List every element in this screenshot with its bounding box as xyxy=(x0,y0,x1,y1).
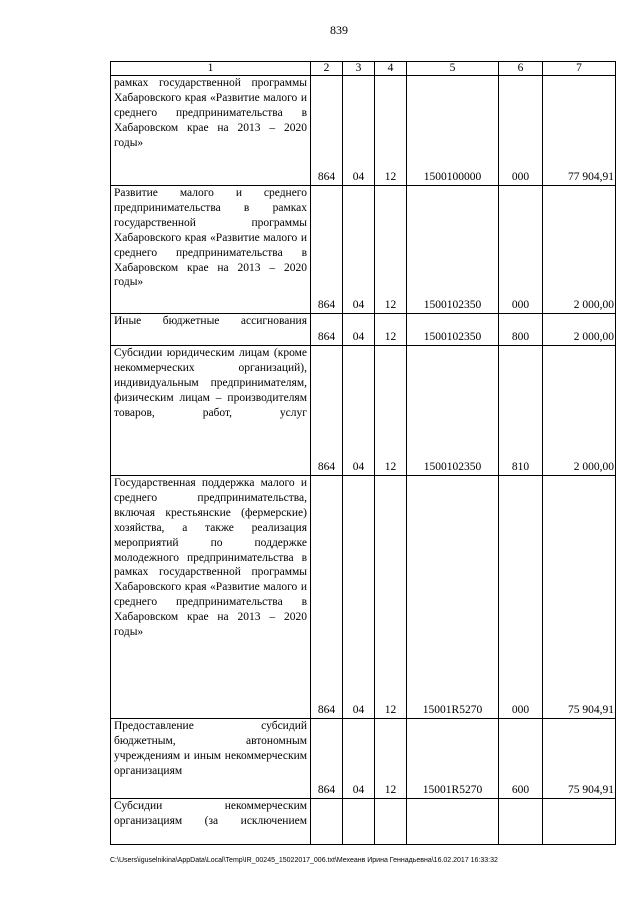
column-header: 2 xyxy=(311,62,343,76)
cell-target-article xyxy=(407,799,499,845)
cell-amount: 77 904,91 xyxy=(543,76,616,186)
cell-expense-type: 000 xyxy=(499,476,543,719)
cell-ministry: 864 xyxy=(311,346,343,476)
footer-file-path: C:\Users\iguselnikina\AppData\Local\Temp\IR_00245_15022017_006.txt\Мехеанв Ирина Геннадьевна\16.02.2017 16:33:32 xyxy=(110,857,498,864)
cell-section: 04 xyxy=(343,186,375,314)
cell-subsection: 12 xyxy=(375,76,407,186)
cell-section: 04 xyxy=(343,314,375,346)
table-row xyxy=(111,719,616,799)
row-name-cell: Субсидии юридическим лицам (кроме некоммерческих организаций), индивидуальным предпринимателям, физическим лицам – производителям товаров, работ, услуг xyxy=(111,346,311,476)
column-header: 7 xyxy=(543,62,616,76)
cell-ministry: 864 xyxy=(311,186,343,314)
row-name-cell: Развитие малого и среднего предпринимательства в рамках государственной программы Хабаровского края «Развитие малого и среднего предпринимательства в Хабаровском крае на 2013 – 2020 годы» xyxy=(111,186,311,314)
cell-target-article: 1500102350 xyxy=(407,186,499,314)
cell-target-article: 1500102350 xyxy=(407,314,499,346)
row-name-cell: Иные бюджетные ассигнования xyxy=(111,314,311,346)
cell-expense-type: 600 xyxy=(499,719,543,799)
cell-subsection xyxy=(375,799,407,845)
cell-ministry: 864 xyxy=(311,476,343,719)
column-header: 1 xyxy=(111,62,311,76)
table-row xyxy=(111,476,616,719)
cell-amount: 75 904,91 xyxy=(543,476,616,719)
budget-table xyxy=(110,61,616,845)
cell-expense-type xyxy=(499,799,543,845)
cell-section: 04 xyxy=(343,719,375,799)
cell-ministry: 864 xyxy=(311,719,343,799)
cell-subsection: 12 xyxy=(375,346,407,476)
column-header: 3 xyxy=(343,62,375,76)
table-row xyxy=(111,76,616,186)
cell-subsection: 12 xyxy=(375,719,407,799)
cell-expense-type: 000 xyxy=(499,186,543,314)
cell-ministry: 864 xyxy=(311,314,343,346)
table-row xyxy=(111,799,616,845)
cell-section: 04 xyxy=(343,346,375,476)
cell-expense-type: 810 xyxy=(499,346,543,476)
table-header-row xyxy=(111,62,616,76)
cell-target-article: 15001R5270 xyxy=(407,476,499,719)
cell-section: 04 xyxy=(343,476,375,719)
table-row xyxy=(111,186,616,314)
cell-ministry: 864 xyxy=(311,76,343,186)
cell-expense-type: 800 xyxy=(499,314,543,346)
cell-amount xyxy=(543,799,616,845)
cell-amount: 2 000,00 xyxy=(543,314,616,346)
row-name-cell: Субсидии некоммерческим организациям (за исключением xyxy=(111,799,311,845)
row-name-cell: Государственная поддержка малого и среднего предпринимательства, включая крестьянские (фермерские) хозяйства, а также реализация мероприятий по поддержке молодежного предпринимательства в рамках государственной программы Хабаровского края «Развитие малого и среднего предпринимательства в Хабаровском крае на 2013 – 2020 годы» xyxy=(111,476,311,719)
cell-target-article: 1500102350 xyxy=(407,346,499,476)
cell-subsection: 12 xyxy=(375,186,407,314)
row-name-cell: рамках государственной программы Хабаровского края «Развитие малого и среднего предпринимательства в Хабаровском крае на 2013 – 2020 годы» xyxy=(111,76,311,186)
column-header: 5 xyxy=(407,62,499,76)
cell-amount: 75 904,91 xyxy=(543,719,616,799)
cell-target-article: 15001R5270 xyxy=(407,719,499,799)
cell-amount: 2 000,00 xyxy=(543,186,616,314)
table-row xyxy=(111,346,616,476)
cell-subsection: 12 xyxy=(375,476,407,719)
cell-target-article: 1500100000 xyxy=(407,76,499,186)
column-header: 4 xyxy=(375,62,407,76)
cell-section xyxy=(343,799,375,845)
table-row xyxy=(111,314,616,346)
row-name-cell: Предоставление субсидий бюджетным, автономным учреждениям и иным некоммерческим организациям xyxy=(111,719,311,799)
cell-ministry xyxy=(311,799,343,845)
cell-section: 04 xyxy=(343,76,375,186)
cell-subsection: 12 xyxy=(375,314,407,346)
cell-amount: 2 000,00 xyxy=(543,346,616,476)
page-number: 839 xyxy=(330,23,348,37)
column-header: 6 xyxy=(499,62,543,76)
cell-expense-type: 000 xyxy=(499,76,543,186)
